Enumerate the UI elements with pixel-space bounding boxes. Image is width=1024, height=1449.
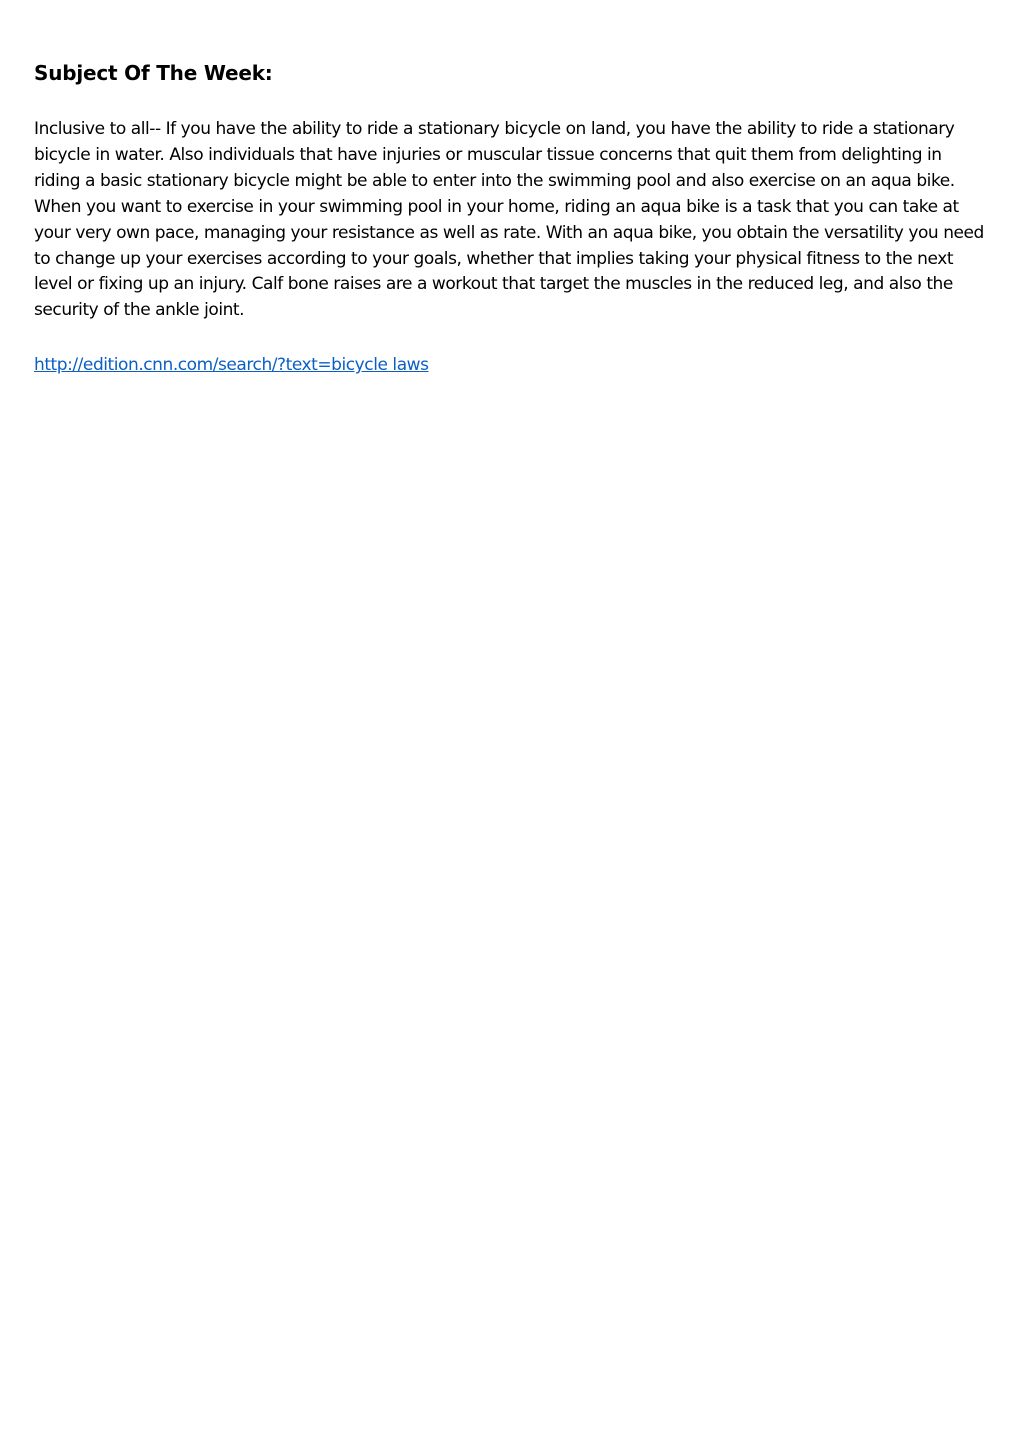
page-title: Subject Of The Week: xyxy=(34,61,273,85)
body-paragraph: Inclusive to all-- If you have the ability to ride a stationary bicycle on land, you have the ability to ride a stationary bicycle in water. Also individuals that have injuries or muscular tissue concerns that quit them from delighting in riding a basic stationary bicycle might be able to enter into the swimming pool and also exercise on an aqua bike. When you want to exercise in your swimming pool in your home, riding an aqua bike is a task that you can take at your very own pace, managing your resistance as well as rate. With an aqua bike, you obtain the versatility you need to change up your exercises according to your goals, whether that implies taking your physical fitness to the next level or fixing up an injury. Calf bone raises are a workout that target the muscles in the reduced leg, and also the security of the ankle joint. xyxy=(34,119,984,321)
reference-link[interactable]: http://edition.cnn.com/search/?text=bicycle laws xyxy=(34,355,429,376)
document-content xyxy=(34,58,992,379)
